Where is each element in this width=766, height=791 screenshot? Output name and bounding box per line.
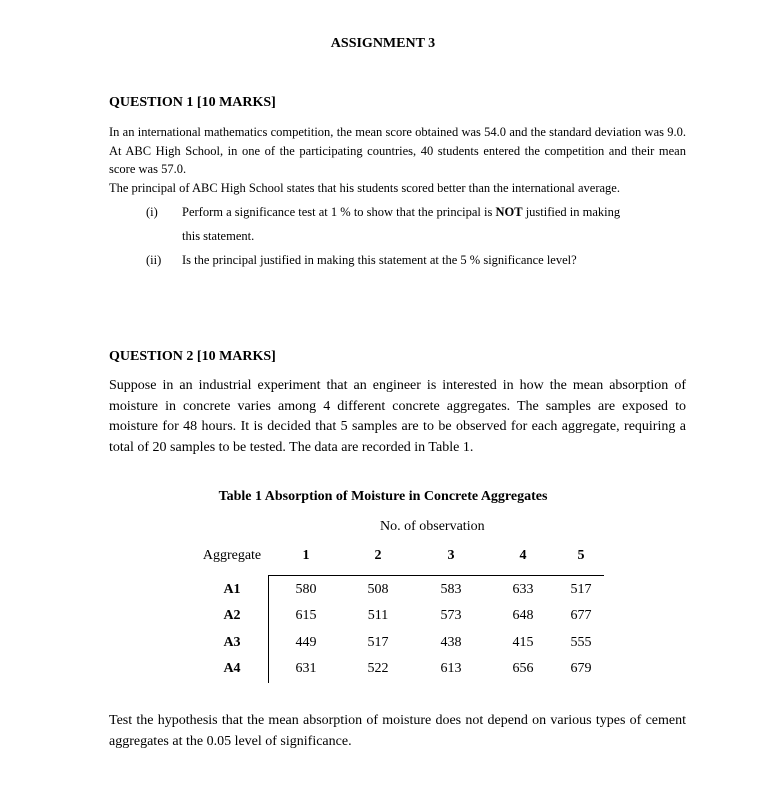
table-cell: 508 — [367, 582, 389, 597]
table-cell: 580 — [295, 582, 317, 597]
row-label: A1 — [223, 582, 241, 597]
question-1-principal-statement: The principal of ABC High School states that his students scored better than the international average. — [109, 181, 620, 195]
table-cell: 449 — [295, 635, 317, 650]
item-ii-text: Is the principal justified in making this statement at the 5 % significance level? — [182, 253, 577, 267]
row-label: A2 — [223, 608, 241, 623]
table-cell: 511 — [367, 608, 389, 623]
column-header: 5 — [577, 548, 585, 563]
table-cell: 679 — [570, 661, 592, 676]
question-1-paragraph: In an international mathematics competition, the mean score obtained was 54.0 and the standard deviation was 9.0. At ABC High School, in one of the participating countries, 40 students entered the competition and their mean score was 57.0. — [109, 125, 686, 176]
question-1-heading: QUESTION 1 [10 MARKS] — [109, 95, 276, 110]
table-cell: 656 — [512, 661, 534, 676]
table-group-header: No. of observation — [380, 519, 485, 534]
table-cell: 615 — [295, 608, 317, 623]
table-cell: 573 — [440, 608, 462, 623]
table-cell: 517 — [570, 582, 592, 597]
question-2-closing: Test the hypothesis that the mean absorption of moisture does not depend on various types of cement aggregates at the 0.05 level of significance. — [109, 713, 686, 749]
table-cell: 648 — [512, 608, 534, 623]
table-cell: 517 — [367, 635, 389, 650]
table-cell: 583 — [440, 582, 462, 597]
table-cell: 522 — [367, 661, 389, 676]
question-2-heading: QUESTION 2 [10 MARKS] — [109, 349, 276, 364]
table-cell: 438 — [440, 635, 462, 650]
item-i-text-continued: this statement. — [182, 229, 255, 243]
table-row-header: Aggregate — [202, 548, 262, 563]
table-cell: 415 — [512, 635, 534, 650]
table-cell: 613 — [440, 661, 462, 676]
row-label: A3 — [223, 635, 241, 650]
item-ii-number: (ii) — [146, 253, 162, 267]
table-header-rule — [268, 575, 604, 576]
item-i-text: Perform a significance test at 1 % to show that the principal is NOT justified in making — [182, 205, 621, 219]
column-header: 4 — [519, 548, 527, 563]
page-title: ASSIGNMENT 3 — [330, 36, 436, 51]
column-header: 2 — [374, 548, 382, 563]
row-label: A4 — [223, 661, 241, 676]
table-vertical-rule — [268, 575, 269, 683]
column-header: 1 — [302, 548, 310, 563]
item-i-number: (i) — [146, 205, 158, 219]
table-cell: 633 — [512, 582, 534, 597]
table-cell: 677 — [570, 608, 592, 623]
question-2-paragraph: Suppose in an industrial experiment that an engineer is interested in how the mean absorption of moisture in concrete varies among 4 different concrete aggregates. The samples are exposed to moisture for 48 hours. It is decided that 5 samples are to be observed for each aggregate, requiring a total of 20 samples to be tested. The data are recorded in Table 1. — [109, 378, 686, 455]
table-caption: Table 1 Absorption of Moisture in Concrete Aggregates — [218, 489, 548, 504]
table-cell: 555 — [570, 635, 592, 650]
table-cell: 631 — [295, 661, 317, 676]
column-header: 3 — [447, 548, 455, 563]
